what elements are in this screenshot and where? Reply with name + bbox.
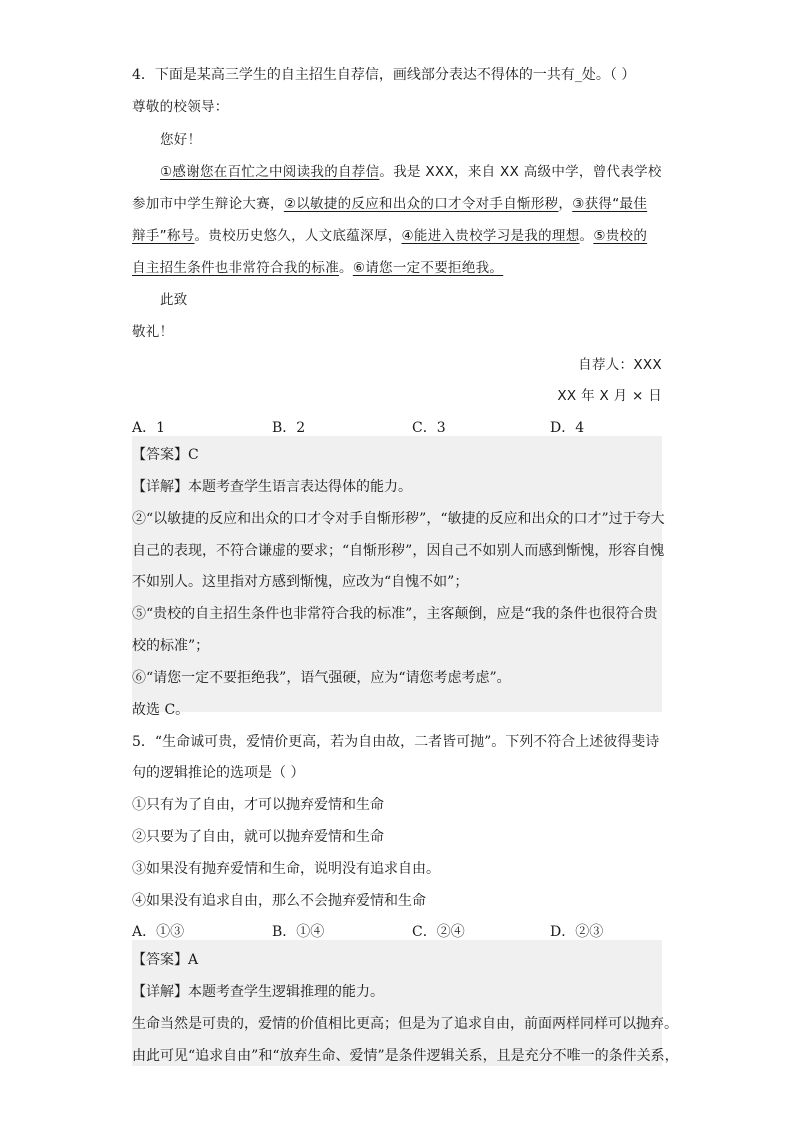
q4-option-c: C．3 — [412, 420, 446, 436]
q5-explain-line: 生命当然是可贵的，爱情的价值相比更高；但是为了追求自由，前面两样同样可以抛弃。 — [132, 1016, 678, 1032]
q5-option-b: B．①④ — [272, 924, 325, 940]
underlined-phrase-3-start: ③获得“最佳 — [572, 196, 648, 212]
q5-stem-line-1: 5．“生命诚可贵，爱情价更高，若为自由故，二者皆可抛”。下列不符合上述彼得斐诗 — [132, 734, 660, 750]
q5-explain-line: 【详解】本题考查学生逻辑推理的能力。 — [132, 984, 384, 1000]
letter-para-line-2: 参加市中学生辩论大赛，②以敏捷的反应和出众的口才令对手自惭形秽，③获得“最佳 — [132, 196, 648, 212]
q5-option-c: C．②④ — [412, 924, 465, 940]
underlined-phrase-1: ①感谢您在百忙之中阅读我的自荐信 — [160, 164, 380, 180]
letter-closing-1: 此致 — [160, 292, 188, 308]
letter-greeting: 您好！ — [160, 132, 202, 148]
q5-item: ③如果没有抛弃爱情和生命，说明没有追求自由。 — [132, 861, 440, 877]
q4-explain-line: ⑤“贵校的自主招生条件也非常符合我的标准”，主客颠倒，应是“我的条件也很符合贵 — [132, 606, 658, 622]
letter-para-line-4: 自主招生条件也非常符合我的标准。⑥请您一定不要拒绝我。 — [132, 260, 504, 276]
q5-stem-line-2: 句的逻辑推论的选项是（ ） — [132, 765, 305, 781]
q5-option-a: A．①③ — [132, 924, 185, 940]
q4-option-b: B．2 — [272, 420, 306, 436]
q4-answer: 【答案】C — [132, 447, 199, 463]
q4-explain-line: 自己的表现，不符合谦虚的要求；“自惭形秽”，因自己不如别人而感到惭愧，形容自愧 — [132, 543, 665, 559]
q4-option-a: A．1 — [132, 420, 166, 436]
q4-explain-line: 校的标准”； — [132, 638, 210, 654]
underlined-phrase-4: ④能进入贵校学习是我的理想 — [401, 228, 580, 244]
letter-date: XX 年 X 月 × 日 — [557, 388, 662, 404]
letter-para-line-3: 辩手”称号。贵校历史悠久，人文底蕴深厚，④能进入贵校学习是我的理想。⑤贵校的 — [132, 228, 648, 244]
underlined-phrase-3-end: 辩手”称号 — [132, 228, 195, 244]
q5-explain-line: 由此可见“追求自由”和“放弃生命、爱情”是条件逻辑关系，且是充分不唯一的条件关系， — [132, 1048, 679, 1064]
letter-signer: 自荐人：XXX — [578, 357, 662, 373]
q4-option-d: D．4 — [550, 420, 585, 436]
q4-stem: 4．下面是某高三学生的自主招生自荐信，画线部分表达不得体的一共有_处。（ ） — [132, 67, 636, 83]
q4-explain-line: ⑥“请您一定不要拒绝我”，语气强硬，应为“请您考虑考虑”。 — [132, 670, 511, 686]
q5-option-d: D．②③ — [550, 924, 604, 940]
q5-answer: 【答案】A — [132, 952, 199, 968]
q5-item: ①只有为了自由，才可以抛弃爱情和生命 — [132, 797, 384, 813]
underlined-phrase-2: ②以敏捷的反应和出众的口才令对手自惭形秽 — [283, 196, 559, 212]
underlined-phrase-5-end: 自主招生条件也非常符合我的标准 — [132, 260, 339, 276]
q5-item: ②只要为了自由，就可以抛弃爱情和生命 — [132, 829, 384, 845]
q4-explain-line: 【详解】本题考查学生语言表达得体的能力。 — [132, 479, 412, 495]
q5-item: ④如果没有追求自由，那么不会抛弃爱情和生命 — [132, 893, 426, 909]
q4-explain-line: 不如别人。这里指对方感到惭愧，应改为“自愧不如”； — [132, 574, 469, 590]
letter-salutation: 尊敬的校领导： — [132, 99, 229, 115]
q4-explain-line: ②“以敏捷的反应和出众的口才令对手自惭形秽”，“敏捷的反应和出众的口才”过于夸大 — [132, 511, 665, 527]
letter-closing-2: 敬礼！ — [132, 324, 174, 340]
q4-explain-line: 故选 C。 — [132, 702, 190, 718]
underlined-phrase-6: ⑥请您一定不要拒绝我。 — [352, 260, 504, 276]
letter-para-line-1: ①感谢您在百忙之中阅读我的自荐信。我是 XXX，来自 XX 高级中学，曾代表学校 — [160, 164, 662, 180]
underlined-phrase-5-start: ⑤贵校的 — [593, 228, 648, 244]
